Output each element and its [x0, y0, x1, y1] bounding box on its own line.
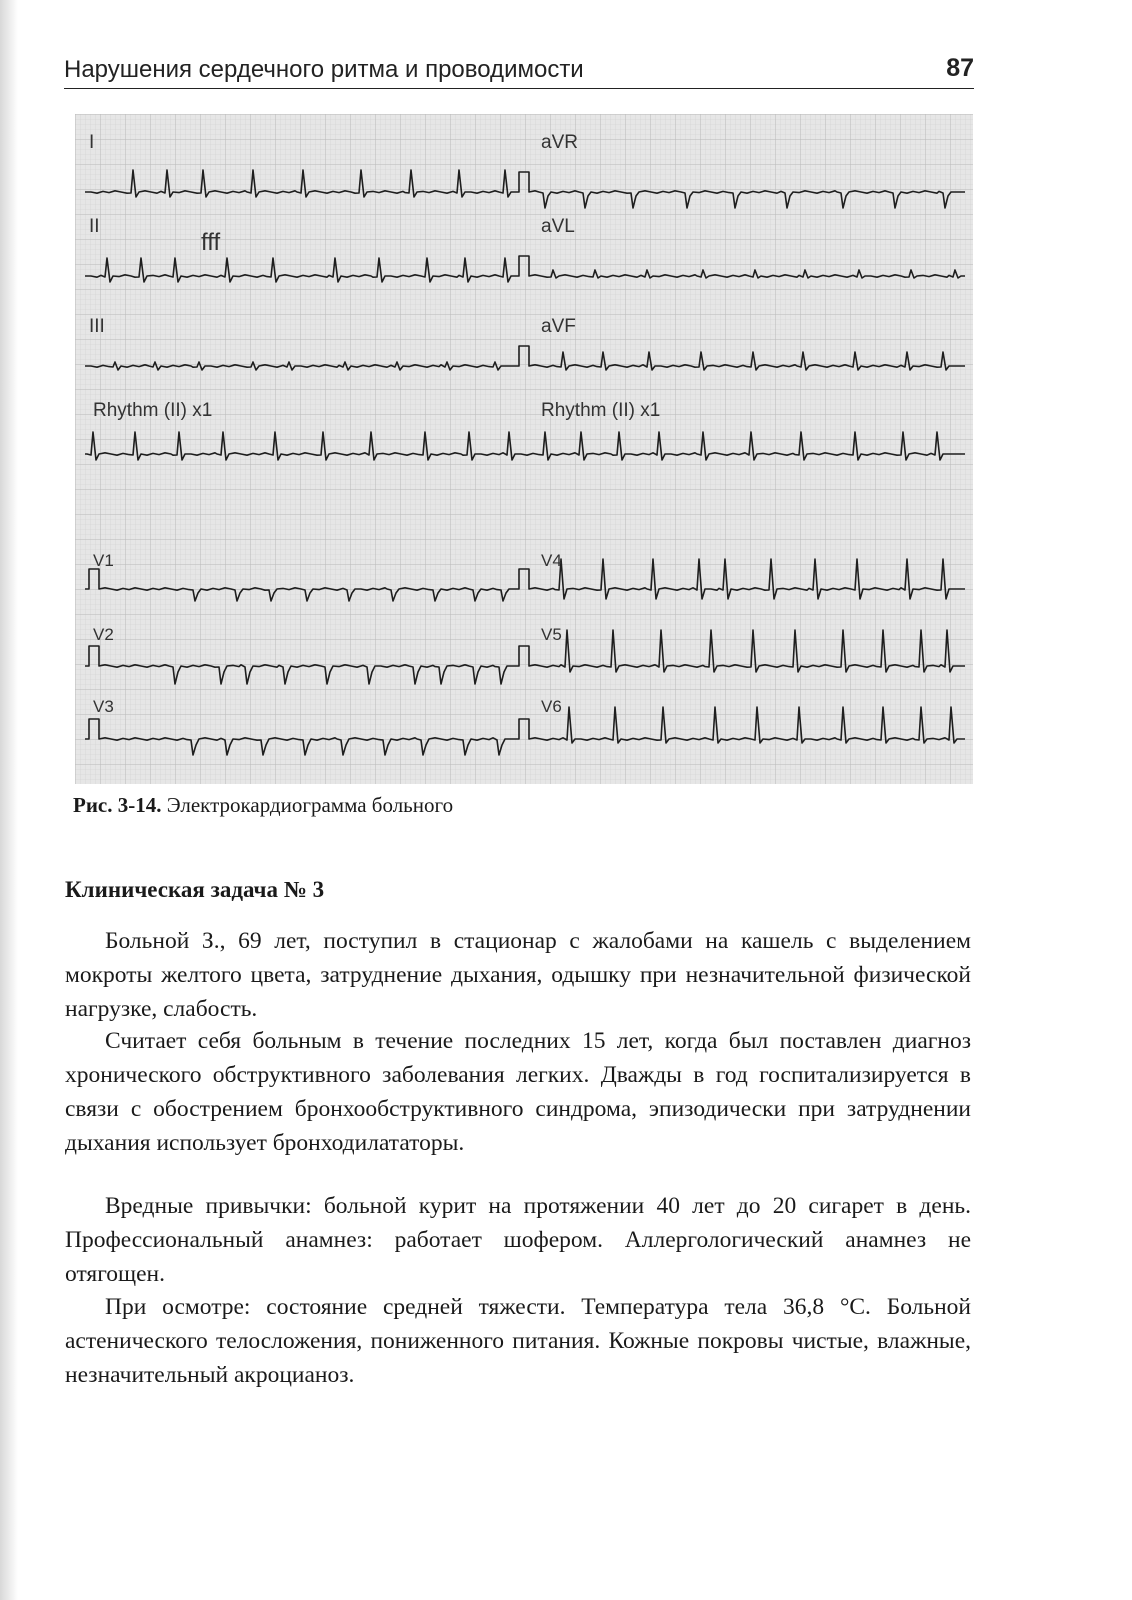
paragraph-text: Вредные привычки: больной курит на протяжении 40 лет до 20 сигарет в день. Профессиональный анамнез: работает шофером. Аллергологический анамнез не отягощен.: [65, 1193, 971, 1287]
lead-label-V3: V3: [93, 697, 114, 716]
paragraph-habits: [65, 1189, 971, 1291]
running-title: Нарушения сердечного ритма и проводимости: [64, 56, 584, 83]
figure-caption-text: Электрокардиограмма больного: [161, 793, 454, 817]
paragraph-history: [65, 1024, 971, 1160]
rhythm-label-left: Rhythm (II) x1: [93, 400, 213, 421]
lead-label-aVF: aVF: [541, 316, 576, 337]
section-heading: Клиническая задача № 3: [65, 877, 325, 902]
page-number: 87: [946, 54, 974, 82]
figure-caption: [73, 793, 453, 818]
ecg-figure: [75, 114, 973, 784]
paragraph-text: Больной З., 69 лет, поступил в стационар с жалобами на кашель с выделением мокроты желтого цвета, затруднение дыхания, одышку при незначительной физической нагрузке, слабость.: [65, 928, 971, 1022]
running-header: [64, 52, 974, 89]
paragraph-text: Считает себя больным в течение последних 15 лет, когда был поставлен диагноз хронического обструктивного заболевания легких. Дважды в год госпитализируется в связи с обострением бронхообструктивного синдрома, эпизодически при затруднении дыхания использует бронходилататоры.: [65, 1028, 971, 1156]
paragraph-complaints: [65, 924, 971, 1026]
f-wave-annotation: fff: [201, 229, 221, 256]
lead-label-III: III: [89, 316, 105, 337]
paragraph-examination: [65, 1290, 971, 1392]
lead-label-V1: V1: [93, 551, 114, 570]
ecg-grid: [75, 114, 973, 784]
lead-label-V4: V4: [541, 551, 562, 570]
lead-label-aVR: aVR: [541, 132, 578, 153]
lead-label-aVL: aVL: [541, 216, 575, 237]
lead-label-I: I: [89, 132, 95, 153]
rhythm-label-right: Rhythm (II) x1: [541, 400, 661, 421]
ecg-chart: [75, 114, 973, 784]
lead-label-II: II: [89, 216, 100, 237]
paragraph-text: При осмотре: состояние средней тяжести. Температура тела 36,8 °С. Больной астенического телосложения, пониженного питания. Кожные покровы чистые, влажные, незначительный акроцианоз.: [65, 1294, 971, 1388]
lead-label-V5: V5: [541, 625, 562, 644]
page-edge-shadow: [0, 0, 18, 1600]
lead-label-V2: V2: [93, 625, 114, 644]
lead-label-V6: V6: [541, 697, 562, 716]
figure-number: Рис. 3-14.: [73, 793, 162, 817]
